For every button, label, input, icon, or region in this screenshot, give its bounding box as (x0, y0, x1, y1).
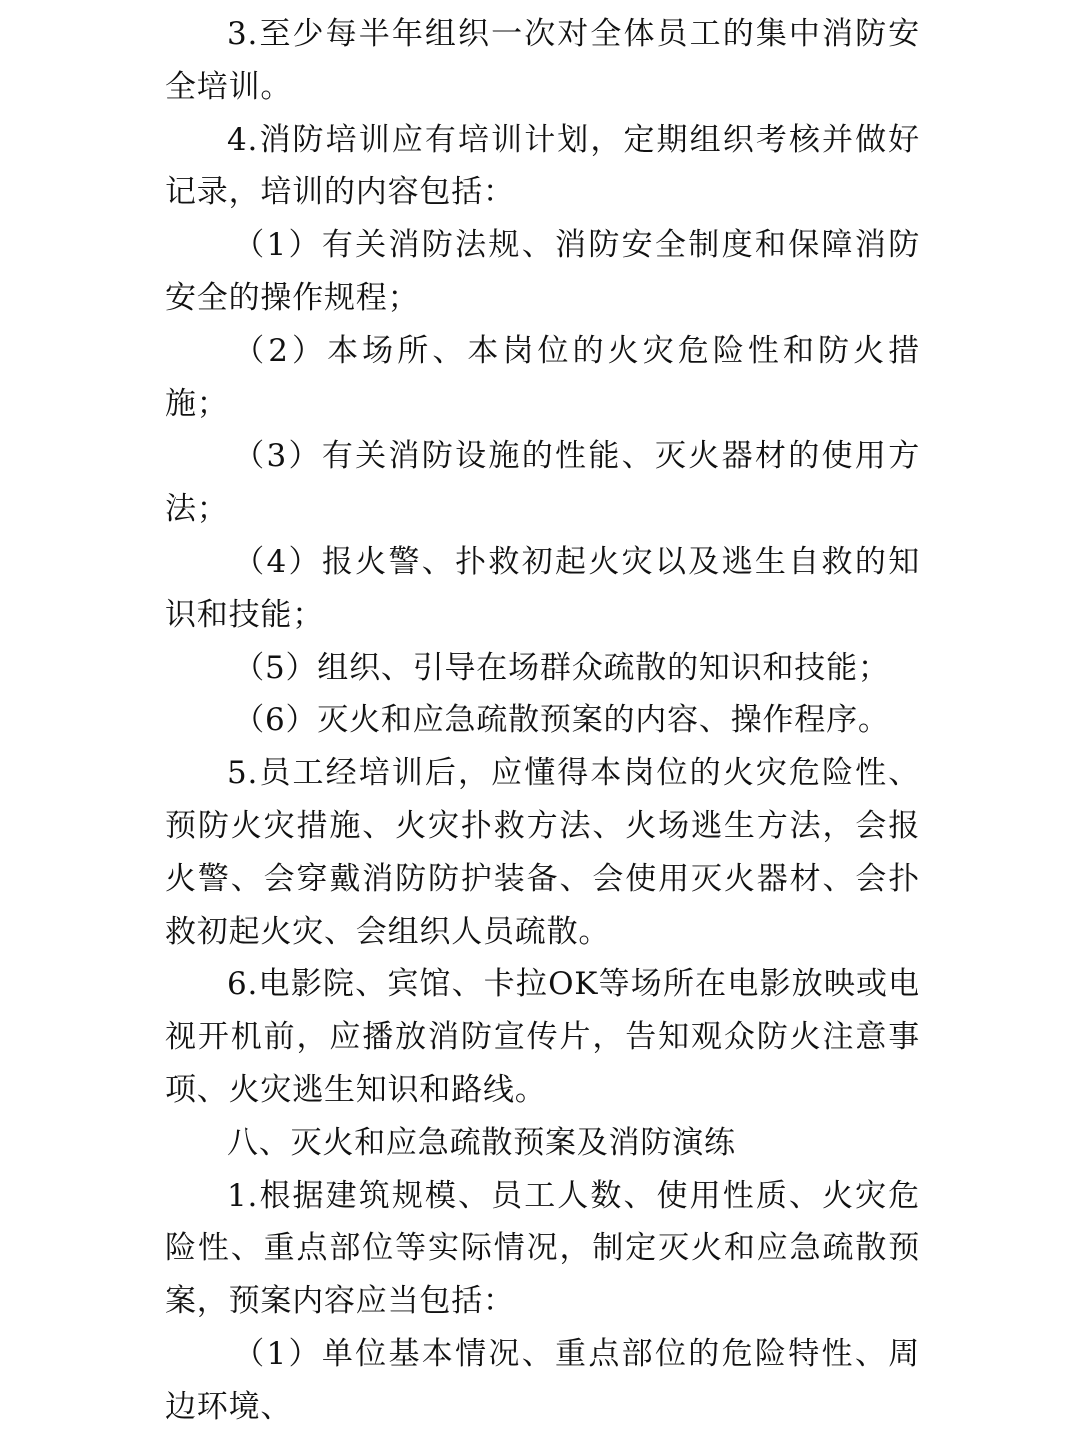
list-item-evacuation-skills: （5）组织、引导在场群众疏散的知识和技能； (233, 649, 890, 686)
paragraph-training-frequency: 3.至少每半年组织一次对全体员工的集中消防安全培训。 (165, 16, 920, 105)
list-item-regulations: （1）有关消防法规、消防安全制度和保障消防安全的操作规程； (165, 227, 920, 316)
section-heading-eight: 八、灭火和应急疏散预案及消防演练 (227, 1124, 736, 1161)
paragraph-plan-content: 1.根据建筑规模、员工人数、使用性质、火灾危险性、重点部位等实际情况，制定灭火和应急疏散预案，预案内容应当包括： (165, 1177, 920, 1320)
paragraph-training-plan: 4.消防培训应有培训计划，定期组织考核并做好记录，培训的内容包括： (165, 121, 920, 211)
paragraph-employee-knowledge: 5.员工经培训后，应懂得本岗位的火灾危险性、预防火灾措施、火灾扑救方法、火场逃生方法，会报火警、会穿戴消防防护装备、会使用灭火器材、会扑救初起火灾、会组织人员疏散。 (165, 755, 920, 950)
list-item-alarm-skills: （4）报火警、扑救初起火灾以及逃生自救的知识和技能； (165, 543, 920, 633)
document-body (165, 8, 920, 1434)
list-item-fire-risk: （2）本场所、本岗位的火灾危险性和防火措施； (165, 332, 920, 422)
list-item-emergency-plan: （6）灭火和应急疏散预案的内容、操作程序。 (233, 702, 890, 739)
paragraph-cinema-hotel: 6.电影院、宾馆、卡拉OK等场所在电影放映或电视开机前，应播放消防宣传片，告知观众防火注意事项、火灾逃生知识和路线。 (165, 966, 920, 1108)
list-item-equipment-usage: （3）有关消防设施的性能、灭火器材的使用方法； (165, 438, 920, 528)
list-item-basic-info: （1）单位基本情况、重点部位的危险特性、周边环境、 (165, 1335, 920, 1425)
